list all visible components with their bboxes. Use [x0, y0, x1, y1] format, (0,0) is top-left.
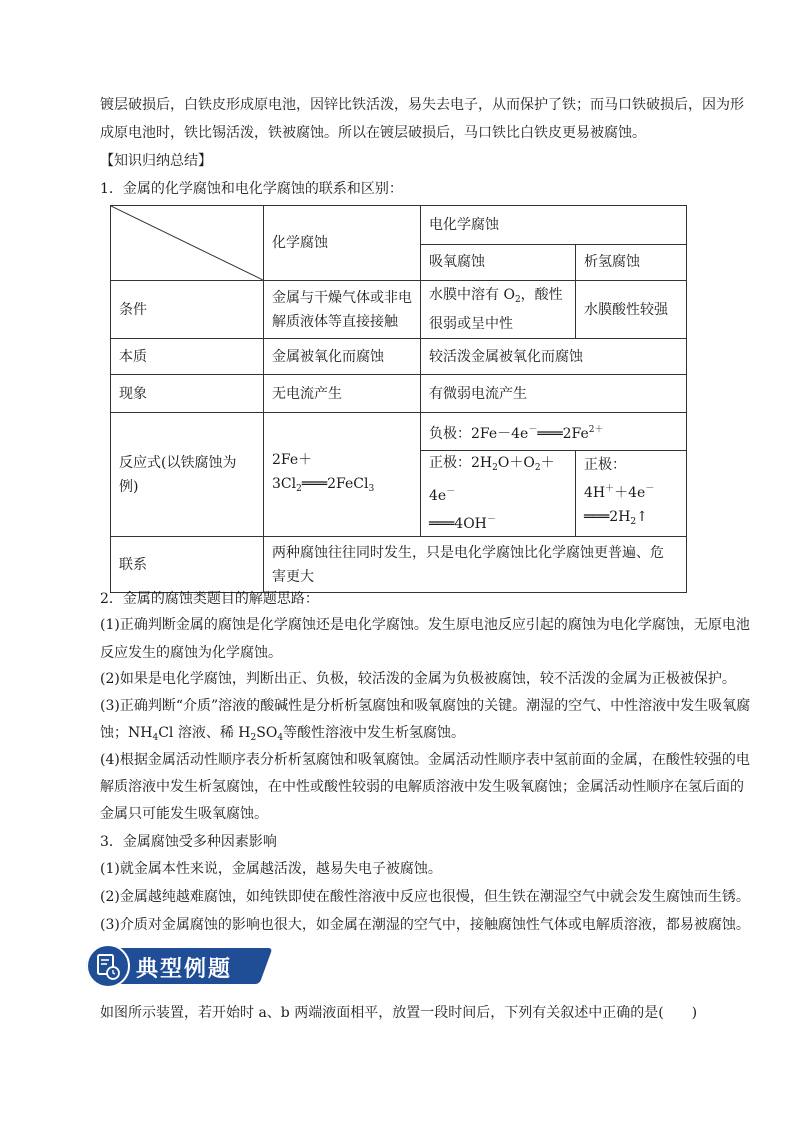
phenomenon-electro: 有微弱电流产生 — [421, 375, 687, 413]
banner-title: 典型例题 — [136, 957, 233, 982]
header-oxygen: 吸氧腐蚀 — [421, 244, 576, 281]
point3-item2: (2)金属越纯越难腐蚀，如纯铁即使在酸性溶液中反应也很慢，但生铁在潮湿空气中就会发生腐蚀而生锈。 — [100, 889, 750, 905]
header-chemical: 化学腐蚀 — [264, 206, 421, 281]
reaction-oxygen-positive: 正极：$2H_2O+O_2+4e^-$ ═══4OH－ — [421, 451, 576, 537]
point2-item3-b: 蚀；$NH_4Cl$ 溶液、稀 $H_2SO_4$等酸性溶液中发生析氢腐蚀。 — [100, 725, 466, 743]
comparison-table — [110, 205, 687, 593]
intro-line-1: 镀层破损后，白铁皮形成原电池，因锌比铁活泼，易失去电子，从而保护了铁；而马口铁破损后，因为形 — [100, 97, 744, 113]
point3-item1: (1)就金属本性来说，金属越活泼，越易失电子被腐蚀。 — [100, 861, 442, 877]
section-banner — [86, 944, 252, 988]
point2-title: 2．金属的腐蚀类题目的解题思路： — [100, 591, 319, 607]
point2-item3-a: (3)正确判断“介质”溶液的酸碱性是分析析氢腐蚀和吸氧腐蚀的关键。潮湿的空气、中性溶液中发生吸氧腐 — [100, 698, 751, 714]
reaction-chemical: $2Fe+3Cl_2═══2FeCl_3$ — [264, 413, 421, 537]
document-clock-icon — [86, 944, 130, 988]
point3-item3: (3)介质对金属腐蚀的影响也很大，如金属在潮湿的空气中，接触腐蚀性气体或电解质溶液，都易被腐蚀。 — [100, 917, 750, 933]
point2-item4-a: (4)根据金属活动性顺序表分析析氢腐蚀和吸氧腐蚀。金属活动性顺序表中氢前面的金属，在酸性较强的电 — [100, 752, 750, 768]
point2-item1-b: 反应发生的腐蚀为化学腐蚀。 — [100, 645, 282, 661]
label-reaction: 反应式(以铁腐蚀为例) — [111, 413, 264, 537]
label-phenomenon: 现象 — [111, 375, 264, 413]
condition-chemical: 金属与干燥气体或非电 解质液体等直接接触 — [264, 281, 421, 339]
point1-title: 1．金属的化学腐蚀和电化学腐蚀的联系和区别： — [100, 181, 403, 197]
intro-line-2: 成原电池时，铁比锡活泼，铁被腐蚀。所以在镀层破损后，马口铁比白铁皮更易被腐蚀。 — [100, 125, 646, 141]
header-electrochemical: 电化学腐蚀 — [421, 206, 687, 245]
point2-item4-b: 解质溶液中发生析氢腐蚀，在中性或酸性较弱的电解质溶液中发生吸氧腐蚀；金属活动性顺序在氢后面的 — [100, 779, 744, 795]
header-diagonal-cell — [111, 206, 264, 281]
reaction-negative: 负极：$2Fe-4e^-═══2Fe^{2+}$ — [421, 413, 687, 451]
condition-oxygen: 水膜中溶有 $O_2$，酸性 很弱或呈中性 — [421, 281, 576, 339]
summary-title: 【知识归纳总结】 — [100, 153, 212, 169]
label-essence: 本质 — [111, 339, 264, 375]
example-question: 如图所示装置，若开始时 a、b 两端液面相平，放置一段时间后，下列有关叙述中正确的是( ) — [100, 1005, 698, 1021]
point2-item2: (2)如果是电化学腐蚀，判断出正、负极，较活泼的金属为负极被腐蚀，较不活泼的金属为正极被保护。 — [100, 671, 736, 687]
condition-hydrogen: 水膜酸性较强 — [576, 281, 687, 339]
label-relation: 联系 — [111, 537, 264, 593]
essence-chemical: 金属被氧化而腐蚀 — [264, 339, 421, 375]
header-hydrogen: 析氢腐蚀 — [576, 244, 687, 281]
reaction-hydrogen-positive: 正极： 4H＋＋4e－ $═══2H_2↑$ — [576, 451, 687, 537]
essence-electro: 较活泼金属被氧化而腐蚀 — [421, 339, 687, 375]
point3-title: 3．金属腐蚀受多种因素影响 — [100, 834, 277, 850]
phenomenon-chemical: 无电流产生 — [264, 375, 421, 413]
label-condition: 条件 — [111, 281, 264, 339]
diagonal-line — [111, 206, 263, 280]
relation-text: 两种腐蚀往往同时发生，只是电化学腐蚀比化学腐蚀更普遍、危 害更大 — [264, 537, 687, 593]
point2-item4-c: 金属只可能发生吸氧腐蚀。 — [100, 806, 268, 822]
point2-item1-a: (1)正确判断金属的腐蚀是化学腐蚀还是电化学腐蚀。发生原电池反应引起的腐蚀为电化学腐蚀，无原电池 — [100, 617, 750, 633]
